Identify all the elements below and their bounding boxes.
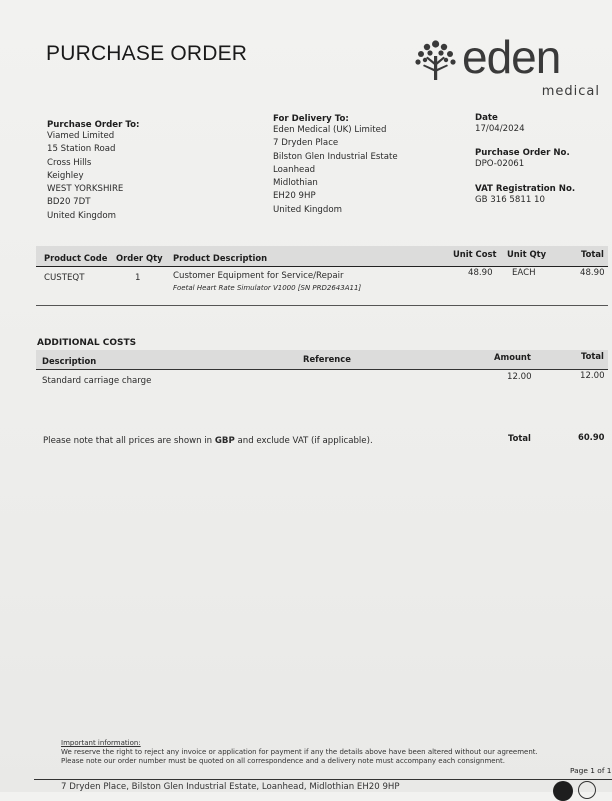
- certification-badge-icon: [553, 781, 573, 801]
- col-unit-qty: Unit Qty: [507, 249, 547, 259]
- address-line: Eden Medical (UK) Limited: [273, 125, 387, 135]
- col-product-code: Product Code: [44, 253, 108, 263]
- address-line: Viamed Limited: [47, 131, 115, 141]
- footer-divider: [34, 779, 612, 780]
- address-line: Cross Hills: [47, 157, 92, 168]
- supplier-address: [47, 130, 139, 223]
- col-product-description: Product Description: [173, 253, 268, 263]
- document-title: PURCHASE ORDER: [46, 42, 248, 65]
- item-total: 48.90: [580, 268, 605, 278]
- item-unit-cost: 48.90: [468, 268, 493, 278]
- delivery-label: For Delivery To:: [273, 114, 349, 124]
- grand-total-value: 60.90: [578, 432, 605, 442]
- delivery-block: [273, 114, 398, 217]
- vat-value: GB 316 5811 10: [475, 194, 545, 205]
- item-description: Customer Equipment for Service/Repair: [173, 271, 344, 281]
- item-description-detail: Foetal Heart Rate Simulator V1000 [SN PRD2643A11]: [173, 284, 362, 292]
- item-code: CUSTEQT: [44, 273, 85, 283]
- logo-wordmark: eden: [462, 31, 561, 83]
- eden-medical-logo: [414, 31, 604, 102]
- currency-note-suffix: and exclude VAT (if applicable).: [234, 436, 373, 446]
- vat-label: VAT Registration No.: [475, 183, 576, 194]
- currency-code: GBP: [214, 436, 235, 446]
- footer-line-2: Please note our order number must be quoted on all correspondence and a delivery note must accompany each consignment.: [61, 757, 505, 765]
- col-total: Total: [581, 249, 604, 259]
- carriage-amount: 12.00: [507, 372, 532, 382]
- tree-logo-icon: [414, 38, 458, 82]
- delivery-address: [273, 124, 398, 217]
- important-info-label: Important information:: [61, 739, 141, 747]
- po-number-value: DPO-02061: [475, 159, 525, 170]
- footer-line-1: We reserve the right to reject any invoice or application for payment if any the details above have been altered without our agreement.: [61, 748, 538, 756]
- address-line: BD20 7DT: [47, 197, 91, 208]
- col-unit-cost: Unit Cost: [453, 249, 497, 259]
- carriage-description: Standard carriage charge: [42, 376, 152, 386]
- currency-note-prefix: Please note that all prices are shown in: [43, 436, 215, 446]
- grand-total-label: Total: [508, 433, 531, 443]
- page-number: Page 1 of 1: [570, 766, 612, 775]
- address-line: United Kingdom: [273, 204, 342, 215]
- col-additional-total: Total: [581, 351, 604, 361]
- supplier-block: [47, 120, 139, 223]
- col-description: Description: [42, 356, 97, 366]
- col-reference: Reference: [303, 354, 351, 364]
- address-line: Bilston Glen Industrial Estate: [273, 151, 398, 162]
- company-address-footer: 7 Dryden Place, Bilston Glen Industrial Estate, Loanhead, Midlothian EH20 9HP: [61, 782, 400, 792]
- date-value: 17/04/2024: [475, 124, 525, 134]
- item-unit-qty: EACH: [512, 268, 536, 278]
- po-number-label: Purchase Order No.: [475, 148, 570, 159]
- col-amount: Amount: [494, 352, 531, 362]
- carriage-total: 12.00: [580, 371, 605, 381]
- address-line: 7 Dryden Place: [273, 138, 339, 149]
- address-line: Loanhead: [273, 164, 316, 175]
- logo-subtitle: medical: [541, 84, 600, 99]
- address-line: 15 Station Road: [47, 144, 116, 155]
- currency-note: [43, 436, 373, 446]
- address-line: United Kingdom: [47, 210, 116, 221]
- date-label: Date: [475, 113, 498, 123]
- additional-costs-title: ADDITIONAL COSTS: [37, 338, 137, 348]
- certification-seal-icon: [578, 781, 596, 799]
- item-qty: 1: [135, 273, 141, 283]
- meta-block: [475, 113, 575, 207]
- supplier-label: Purchase Order To:: [47, 120, 140, 130]
- col-order-qty: Order Qty: [116, 253, 163, 263]
- address-line: WEST YORKSHIRE: [47, 184, 124, 195]
- address-line: Midlothian: [273, 178, 318, 189]
- address-line: Keighley: [47, 170, 84, 181]
- address-line: EH20 9HP: [273, 191, 316, 202]
- items-table-divider: [36, 305, 608, 306]
